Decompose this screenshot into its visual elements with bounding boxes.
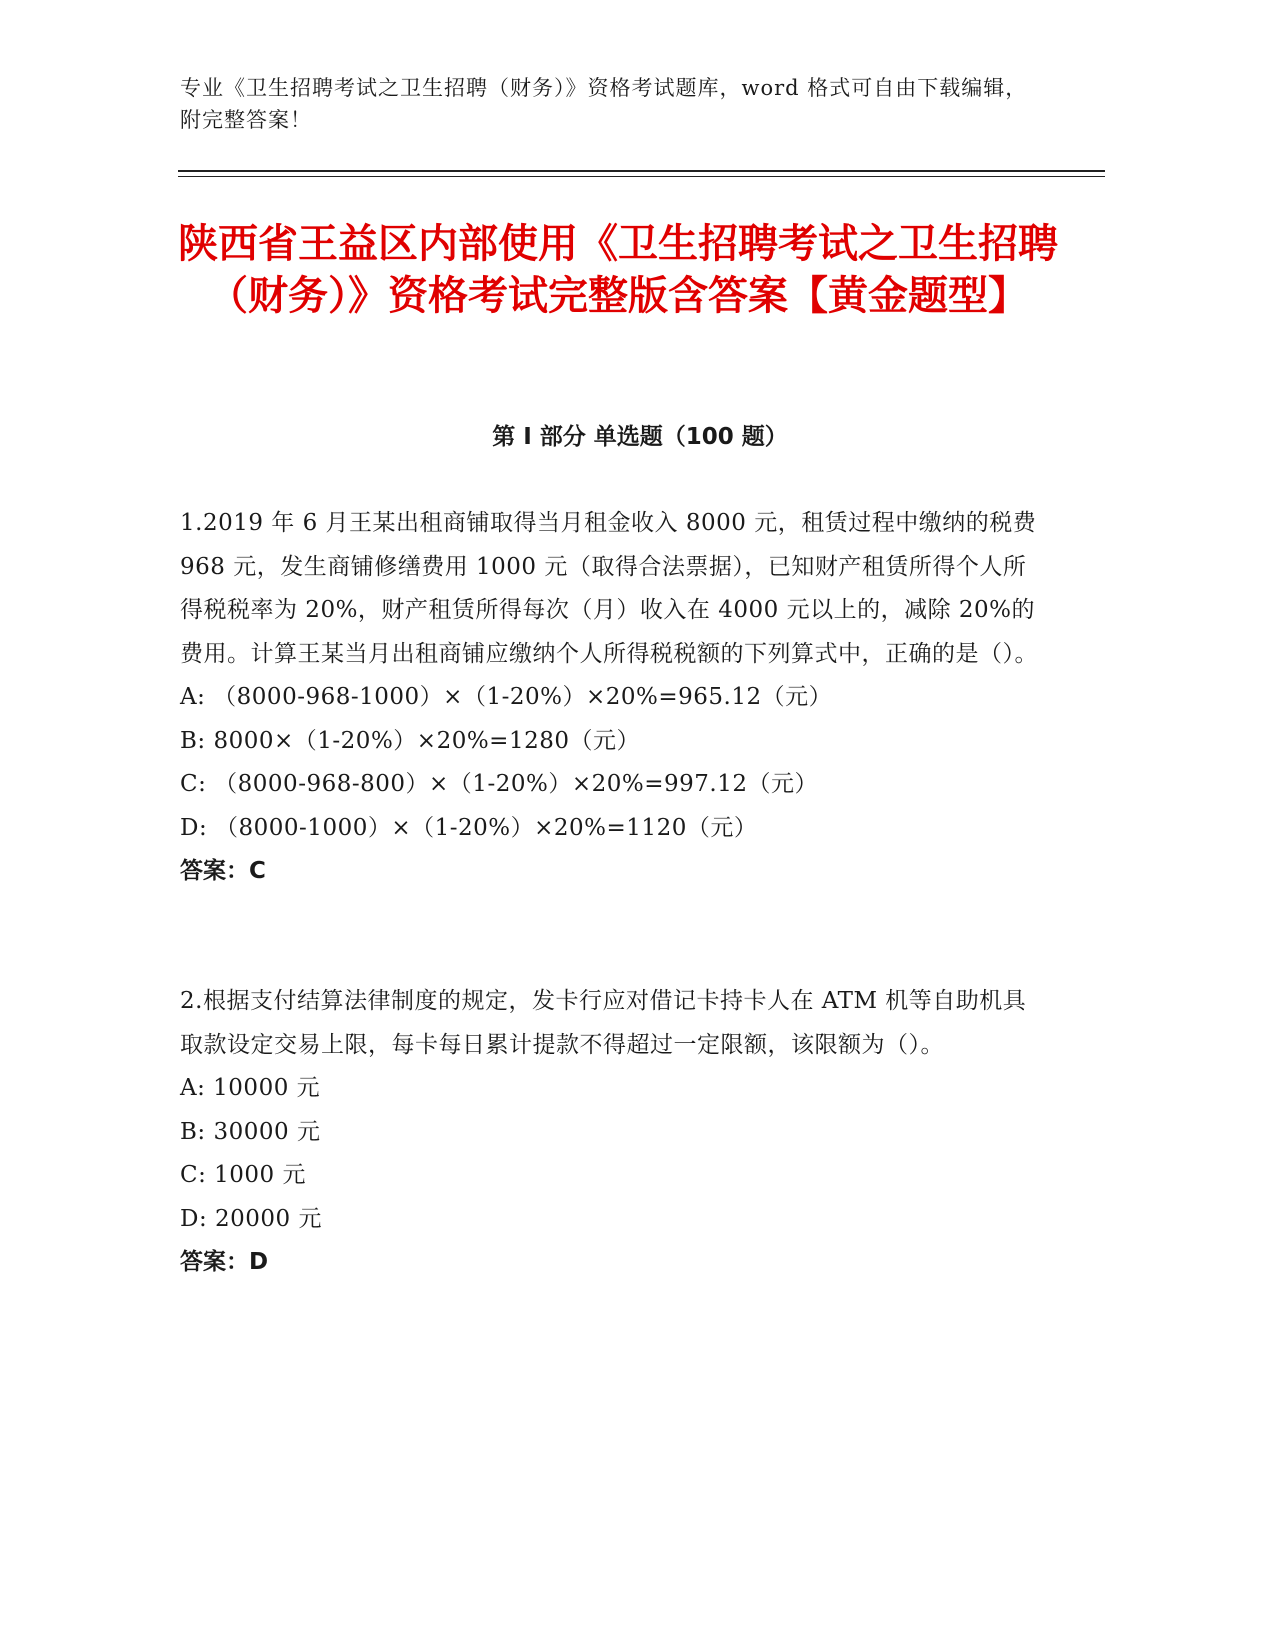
option-b: B: 30000 元 [180,1118,321,1145]
question-stem: 2.根据支付结算法律制度的规定，发卡行应对借记卡持卡人在 ATM 机等自助机具取款设定交易上限，每卡每日累计提款不得超过一定限额，该限额为（）。 [180,988,1027,1058]
option-b: B: 8000×（1-20%）×20%=1280（元） [180,727,640,754]
question-2 [180,980,1040,1285]
document-title: 陕西省王益区内部使用《卫生招聘考试之卫生招聘（财务）》资格考试完整版含答案【黄金题型】 [178,221,1058,319]
question-1 [180,502,1040,894]
header-divider-thick [178,170,1105,172]
section-title: 第 I 部分 单选题（100 题） [492,424,788,450]
option-d: D: （8000-1000）×（1-20%）×20%=1120（元） [180,814,758,841]
header-divider-thin [178,176,1105,177]
answer: 答案：C [180,858,266,884]
option-a: A: （8000-968-1000）×（1-20%）×20%=965.12（元） [180,684,833,710]
option-c: C: 1000 元 [180,1162,307,1188]
option-a: A: 10000 元 [180,1075,321,1101]
question-stem: 1.2019 年 6 月王某出租商铺取得当月租金收入 8000 元，租赁过程中缴纳的税费 968 元，发生商铺修缮费用 1000 元（取得合法票据），已知财产租赁所得个人所得税税率为 20%，财产租赁所得每次（月）收入在 4000 元以上的，减除 20%的费用。计算王某当月出租商铺应缴纳个人所得税税额的下列算式中，正确的是（）。 [180,510,1038,667]
header-note: 专业《卫生招聘考试之卫生招聘（财务）》资格考试题库，word 格式可自由下载编辑，附完整答案！ [180,76,1028,132]
option-c: C: （8000-968-800）×（1-20%）×20%=997.12（元） [180,771,818,797]
option-d: D: 20000 元 [180,1205,322,1232]
answer: 答案：D [180,1249,269,1275]
